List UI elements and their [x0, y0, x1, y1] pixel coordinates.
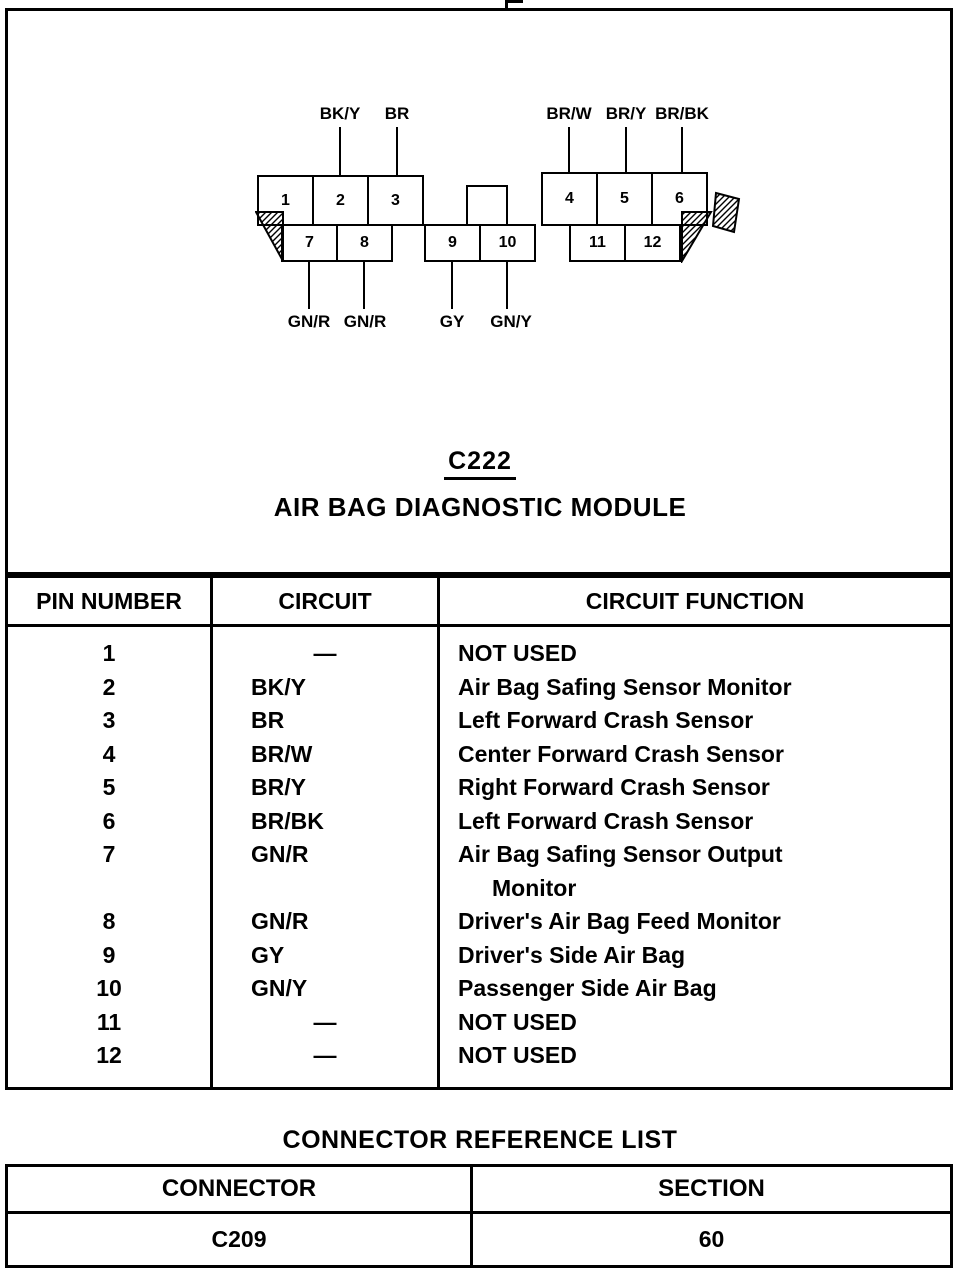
- reference-list-title: CONNECTOR REFERENCE LIST: [282, 1126, 678, 1154]
- pin-table-body: [5, 627, 953, 1090]
- pin-cavity-9: 9: [424, 224, 481, 262]
- circuit-code: BK/Y: [213, 671, 440, 705]
- pin-number: 7: [8, 838, 213, 905]
- pin-number: 12: [8, 1039, 213, 1073]
- circuit-code: BR/BK: [213, 805, 440, 839]
- connector-title: AIR BAG DIAGNOSTIC MODULE: [273, 492, 687, 522]
- pin-cavity-11: 11: [569, 224, 626, 262]
- pin-number: 4: [8, 738, 213, 772]
- table-row-pin11: [8, 1006, 950, 1040]
- table-row-pin10: [8, 972, 950, 1006]
- index-cavity: [466, 185, 508, 227]
- wire-label-bk-y: BK/Y: [319, 104, 361, 123]
- circuit-code: —: [213, 1039, 440, 1073]
- wire-label-br: BR: [384, 104, 410, 123]
- pin-number: 1: [8, 637, 213, 671]
- wire-lead-pin9: [451, 261, 453, 309]
- circuit-function: NOT USED: [458, 1042, 577, 1068]
- circuit-function: Driver's Side Air Bag: [458, 941, 686, 968]
- circuit-code: BR: [213, 704, 440, 738]
- wire-lead-pin6: [681, 127, 683, 172]
- wire-lead-pin2: [339, 127, 341, 175]
- table-spacer: [8, 627, 950, 637]
- pin-function-table: [5, 575, 953, 1090]
- pin-cavity-4: 4: [541, 172, 598, 226]
- circuit-function: Right Forward Crash Sensor: [458, 774, 770, 800]
- header-circuit-function: CIRCUIT FUNCTION: [585, 587, 805, 614]
- pin-number: 2: [8, 671, 213, 705]
- table-row-pin3: [8, 704, 950, 738]
- circuit-function: Driver's Air Bag Feed Monitor: [458, 908, 781, 934]
- connector-id-wrap: [0, 447, 960, 480]
- pin-number: 11: [8, 1006, 213, 1040]
- wire-lead-pin3: [396, 127, 398, 175]
- wire-lead-pin8: [363, 261, 365, 309]
- circuit-function: Center Forward Crash Sensor: [458, 740, 784, 767]
- pin-cavity-7: 7: [281, 224, 338, 262]
- circuit-code: —: [213, 1006, 440, 1040]
- circuit-code: GN/R: [213, 838, 440, 905]
- connector-cell: C209: [8, 1214, 473, 1265]
- table-row-pin9: [8, 939, 950, 973]
- pin-cavity-2: 2: [312, 175, 369, 226]
- pin-cavity-8: 8: [336, 224, 393, 262]
- reference-table-header: [5, 1164, 953, 1214]
- connector-tab-right: [711, 191, 741, 235]
- table-row-pin4: [8, 738, 950, 772]
- scan-artifact-mark: [505, 0, 523, 9]
- table-row-pin1: [8, 637, 950, 671]
- wire-lead-pin5: [625, 127, 627, 172]
- circuit-function: [440, 838, 950, 905]
- pin-number: 5: [8, 771, 213, 805]
- header-connector: CONNECTOR: [8, 1167, 473, 1211]
- circuit-code: BR/Y: [213, 771, 440, 805]
- circuit-function: Left Forward Crash Sensor: [458, 707, 754, 733]
- connector-id: C222: [444, 447, 516, 480]
- pin-cavity-1: 1: [257, 175, 314, 226]
- circuit-function-line2: Monitor: [492, 874, 577, 901]
- wire-lead-pin4: [568, 127, 570, 172]
- wire-label-gy: GY: [439, 312, 465, 331]
- connector-reference-table: [5, 1164, 953, 1268]
- table-row-pin7: [8, 838, 950, 905]
- table-row-pin2: [8, 671, 950, 705]
- wire-label-gn-y: GN/Y: [490, 312, 532, 331]
- circuit-code: GN/Y: [213, 972, 440, 1006]
- circuit-function: NOT USED: [458, 1008, 577, 1035]
- wire-label-gn-r-1: GN/R: [287, 312, 331, 331]
- pin-number: 8: [8, 905, 213, 939]
- header-pin-number: PIN NUMBER: [8, 578, 213, 624]
- circuit-function: NOT USED: [458, 640, 577, 666]
- table-row-pin12: [8, 1039, 950, 1073]
- table-row-pin8: [8, 905, 950, 939]
- circuit-code: BR/W: [213, 738, 440, 772]
- pin-table-header: [5, 575, 953, 627]
- pin-number: 10: [8, 972, 213, 1006]
- wire-lead-pin7: [308, 261, 310, 309]
- header-circuit: CIRCUIT: [213, 578, 440, 624]
- connector-key-left: [255, 211, 285, 263]
- pin-number: 9: [8, 939, 213, 973]
- circuit-function: Air Bag Safing Sensor Monitor: [458, 673, 792, 700]
- circuit-code: GN/R: [213, 905, 440, 939]
- circuit-code: GY: [213, 939, 440, 973]
- pin-cavity-3: 3: [367, 175, 424, 226]
- section-cell: 60: [698, 1226, 725, 1252]
- circuit-function: Passenger Side Air Bag: [458, 975, 717, 1001]
- wire-label-br-w: BR/W: [546, 104, 592, 123]
- pin-number: 6: [8, 805, 213, 839]
- circuit-function: Left Forward Crash Sensor: [458, 807, 754, 834]
- wire-label-br-bk: BR/BK: [655, 104, 709, 123]
- wire-lead-pin10: [506, 261, 508, 309]
- pin-cavity-12: 12: [624, 224, 681, 262]
- diagram-frame: [5, 8, 953, 575]
- pin-cavity-5: 5: [596, 172, 653, 226]
- table-spacer: [8, 1073, 950, 1087]
- pin-cavity-6: 6: [651, 172, 708, 226]
- header-section: SECTION: [658, 1175, 765, 1202]
- pin-cavity-10: 10: [479, 224, 536, 262]
- table-row-pin6: [8, 805, 950, 839]
- wire-label-br-y: BR/Y: [605, 104, 647, 123]
- circuit-code: —: [213, 637, 440, 671]
- pin-number: 3: [8, 704, 213, 738]
- reference-table-row: [5, 1214, 953, 1268]
- circuit-function-line1: Air Bag Safing Sensor Output: [458, 841, 783, 867]
- table-row-pin5: [8, 771, 950, 805]
- wire-label-gn-r-2: GN/R: [343, 312, 387, 331]
- connector-key-right: [680, 211, 713, 263]
